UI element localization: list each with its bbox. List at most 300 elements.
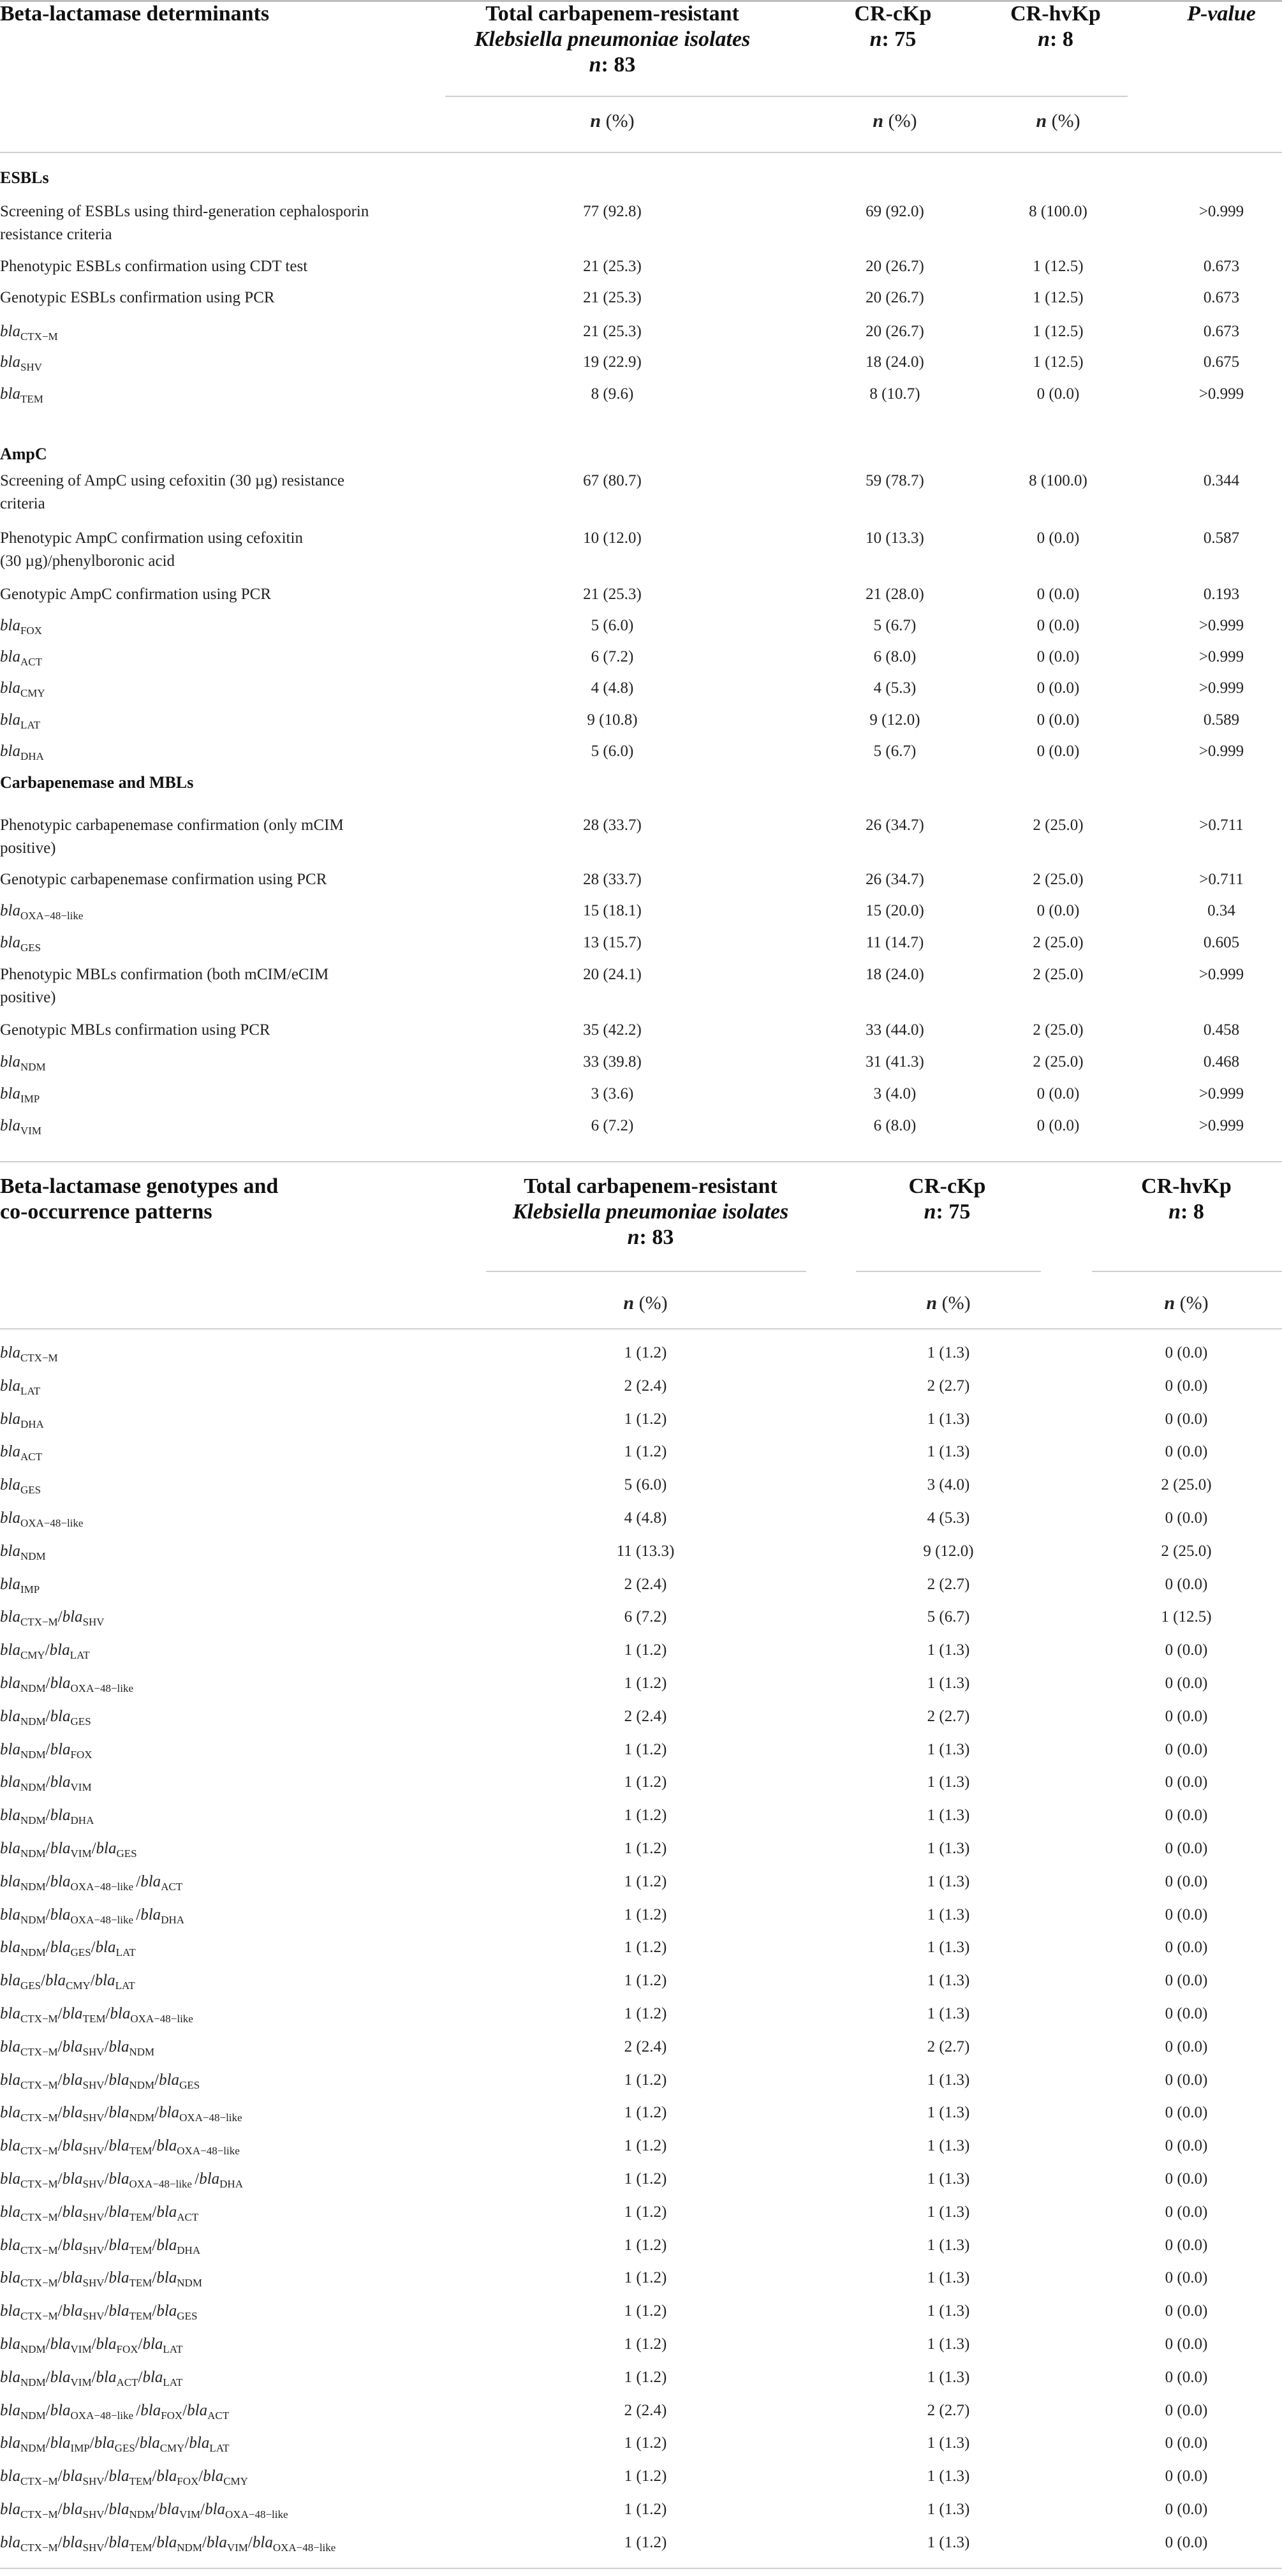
- gene-name: bla: [156, 2203, 177, 2221]
- row-label: Screening of ESBLs using third-generation cephalosporin: [0, 203, 369, 220]
- gene-subscript: TEM: [129, 2475, 152, 2487]
- cell-total: 5 (6.0): [591, 617, 634, 634]
- gene-subscript: SHV: [82, 2145, 105, 2157]
- gene-name: bla: [0, 1509, 20, 1527]
- gene-name: bla: [62, 2005, 83, 2022]
- cell-hv: 2 (25.0): [1161, 1476, 1212, 1493]
- gene-subscript: NDM: [20, 1715, 46, 1728]
- table-2-rule-total: [486, 1271, 806, 1272]
- cell-total: 1 (1.2): [624, 2534, 667, 2551]
- cell-ck: 1 (1.3): [927, 2534, 970, 2551]
- gene-subscript: CTX−M: [20, 2079, 58, 2091]
- genotype-label: bla$_{CTX-M}$/bla$_{SHV}$/bla$_{TEM}$/bla$_{NDM}$/bla$_{VIM}$/bla$_{OXA-48-like}$: [0, 2534, 336, 2554]
- cell-total: 1 (1.2): [624, 1972, 667, 1989]
- genotype-label: bla$_{CMY}$/bla$_{LAT}$: [0, 1641, 90, 1661]
- row-label: Genotypic ESBLs confirmation using PCR: [0, 289, 275, 306]
- gene-name: bla: [110, 2005, 131, 2022]
- gene-subscript: CMY: [20, 687, 45, 699]
- cell-hv: 0 (0.0): [1165, 2501, 1208, 2518]
- cell-ck: 11 (14.7): [866, 934, 924, 951]
- table-2-sub-ck: n (%): [926, 1292, 971, 1314]
- genotype-label: bla$_{CTX-M}$/bla$_{SHV}$/bla$_{TEM}$/bla$_{FOX}$/bla$_{CMY}$: [0, 2468, 248, 2487]
- gene-name: bla: [0, 1443, 20, 1460]
- gene-name: bla: [0, 648, 20, 665]
- genotype-label: bla$_{NDM}$/bla$_{GES}$: [0, 1708, 91, 1728]
- cell-total: 1 (1.2): [624, 2369, 667, 2386]
- cell-hv: 0 (0.0): [1036, 617, 1080, 634]
- genotype-label: bla$_{NDM}$/bla$_{VIM}$/bla$_{GES}$: [0, 1840, 137, 1860]
- cell-pvalue: 0.673: [1203, 258, 1240, 275]
- row-label: Genotypic carbapenemase confirmation using PCR: [0, 871, 327, 888]
- cell-total: 6 (7.2): [591, 648, 634, 665]
- cell-hv: 2 (25.0): [1033, 934, 1084, 951]
- gene-name: bla: [206, 2534, 227, 2551]
- gene-name: bla: [108, 2302, 129, 2320]
- gene-name: bla: [0, 353, 20, 371]
- gene-label: [0, 709, 40, 731]
- cell-hv: 0 (0.0): [1165, 1509, 1208, 1527]
- gene-name: bla: [0, 1543, 20, 1560]
- gene-subscript: VIM: [20, 1125, 42, 1137]
- gene-name: bla: [0, 1377, 20, 1395]
- table-1-label-header: Beta-lactamase determinants: [0, 2, 270, 26]
- cell-ck: 1 (1.3): [927, 1641, 970, 1659]
- cell-pvalue: 0.193: [1203, 586, 1240, 603]
- gene-name: bla: [0, 2269, 20, 2286]
- gene-subscript: OXA−48−like: [70, 1914, 136, 1926]
- cell-hv: 1 (12.5): [1033, 323, 1084, 340]
- cell-ck: 1 (1.3): [927, 1741, 970, 1758]
- gene-subscript: LAT: [20, 1385, 41, 1397]
- table-2-bottom-rule: [0, 2568, 1282, 2569]
- cell-ck: 18 (24.0): [866, 353, 924, 371]
- gene-name: bla: [0, 1576, 20, 1593]
- row-label: Genotypic AmpC confirmation using PCR: [0, 586, 271, 603]
- gene-subscript: LAT: [20, 719, 41, 731]
- gene-subscript: OXA−48−like: [272, 2542, 336, 2554]
- gene-name: bla: [108, 2501, 129, 2518]
- genotype-label: [0, 1409, 44, 1430]
- gene-name: bla: [108, 2468, 129, 2485]
- gene-label: [0, 1083, 40, 1105]
- table-2-rule-ck: [856, 1271, 1041, 1272]
- cell-pvalue: 0.344: [1203, 472, 1240, 489]
- cell-ck: 2 (2.7): [927, 1576, 970, 1593]
- gene-name: bla: [0, 2402, 20, 2419]
- gene-label: [0, 646, 42, 668]
- table-2-ck-header: CR-cKp n: 75: [908, 1174, 986, 1224]
- gene-name: bla: [62, 2137, 83, 2154]
- gene-subscript: IMP: [70, 2442, 90, 2454]
- cell-total: 9 (10.8): [587, 711, 638, 729]
- gene-subscript: NDM: [129, 2112, 155, 2124]
- gene-subscript: CTX−M: [20, 2112, 58, 2124]
- cell-total: 1 (1.2): [624, 1873, 667, 1890]
- genotype-label: bla$_{GES}$/bla$_{CMY}$/bla$_{LAT}$: [0, 1972, 135, 1992]
- gene-name: bla: [94, 2434, 115, 2452]
- cell-ck: 31 (41.3): [866, 1053, 924, 1070]
- genotype-label: bla$_{CTX-M}$/bla$_{SHV}$/bla$_{NDM}$/bla$_{OXA-48-like}$: [0, 2104, 242, 2124]
- cell-total: 1 (1.2): [624, 1939, 667, 1956]
- cell-ck: 1 (1.3): [927, 2203, 970, 2221]
- gene-name: bla: [108, 2203, 129, 2221]
- gene-name: bla: [0, 1476, 20, 1493]
- cell-hv: 2 (25.0): [1033, 1053, 1084, 1070]
- gene-name: bla: [0, 1807, 20, 1824]
- gene-subscript: LAT: [115, 1946, 136, 1958]
- cell-total: 1 (1.2): [624, 2071, 667, 2089]
- cell-total: 28 (33.7): [583, 817, 642, 834]
- gene-name: bla: [50, 1773, 71, 1791]
- gene-name: bla: [0, 1906, 20, 1923]
- gene-subscript: GES: [70, 1715, 91, 1728]
- table-2-sub-total: n (%): [623, 1292, 668, 1314]
- gene-subscript: SHV: [82, 1616, 105, 1628]
- gene-subscript: CTX−M: [20, 2013, 58, 2025]
- gene-subscript: TEM: [129, 2211, 152, 2223]
- gene-name: bla: [140, 1906, 161, 1923]
- cell-total: 2 (2.4): [624, 1377, 667, 1395]
- gene-subscript: FOX: [116, 2343, 138, 2355]
- gene-name: bla: [203, 2468, 224, 2485]
- genotype-label: bla$_{CTX-M}$/bla$_{SHV}$/bla$_{TEM}$/bla$_{NDM}$: [0, 2269, 202, 2289]
- gene-subscript: NDM: [20, 1881, 46, 1893]
- gene-subscript: ACT: [177, 2211, 199, 2223]
- gene-subscript: DHA: [177, 2244, 201, 2256]
- gene-name: bla: [62, 2237, 83, 2254]
- gene-subscript: NDM: [129, 2508, 155, 2520]
- gene-label: [0, 383, 43, 405]
- cell-pvalue: >0.999: [1198, 679, 1244, 697]
- gene-subscript: NDM: [20, 1914, 46, 1926]
- row-label: Phenotypic carbapenemase confirmation (only mCIM: [0, 817, 344, 834]
- table-1-subheader-rule: [0, 152, 1282, 153]
- cell-total: 28 (33.7): [583, 871, 642, 888]
- genotype-label: bla$_{CTX-M}$/bla$_{SHV}$/bla$_{TEM}$/bla$_{GES}$: [0, 2302, 198, 2322]
- cell-total: 1 (1.2): [624, 1410, 667, 1428]
- gene-subscript: NDM: [20, 2442, 46, 2454]
- gene-name: bla: [0, 934, 20, 951]
- cell-ck: 59 (78.7): [866, 472, 924, 489]
- gene-name: bla: [50, 2335, 71, 2353]
- cell-total: 1 (1.2): [624, 2501, 667, 2518]
- gene-name: bla: [0, 1410, 20, 1428]
- genotype-label: bla$_{NDM}$/bla$_{OXA-48-like}$ /bla$_{FOX}$/bla$_{ACT}$: [0, 2402, 230, 2422]
- table-1-ck-header: CR-cKp n: 75: [854, 2, 932, 51]
- gene-subscript: ACT: [207, 2409, 230, 2422]
- cell-hv: 0 (0.0): [1165, 1410, 1208, 1428]
- gene-label: [0, 1051, 46, 1073]
- cell-hv: 0 (0.0): [1165, 2170, 1208, 2187]
- gene-subscript: NDM: [20, 1946, 46, 1958]
- gene-subscript: VIM: [70, 2376, 92, 2388]
- cell-ck: 1 (1.3): [927, 2468, 970, 2485]
- cell-pvalue: >0.999: [1198, 617, 1244, 634]
- gene-subscript: DHA: [219, 2178, 243, 2190]
- row-label-cont: criteria: [0, 495, 45, 512]
- cell-ck: 8 (10.7): [869, 385, 920, 403]
- gene-name: bla: [0, 2369, 20, 2386]
- cell-ck: 33 (44.0): [866, 1021, 924, 1039]
- gene-subscript: ACT: [161, 1881, 183, 1893]
- cell-total: 1 (1.2): [624, 1840, 667, 1857]
- gene-name: bla: [0, 679, 20, 697]
- gene-subscript: SHV: [82, 2211, 105, 2223]
- cell-hv: 2 (25.0): [1033, 817, 1084, 834]
- table-1-header-rule: [445, 96, 1128, 97]
- gene-subscript: ACT: [116, 2376, 138, 2388]
- cell-total: 1 (1.2): [624, 2335, 667, 2353]
- cell-hv: 0 (0.0): [1165, 1807, 1208, 1824]
- genotype-label: bla$_{CTX-M}$/bla$_{SHV}$/bla$_{TEM}$/bla$_{DHA}$: [0, 2237, 201, 2256]
- gene-name: bla: [95, 1939, 116, 1956]
- gene-name: bla: [187, 2402, 208, 2419]
- genotype-label: [0, 1441, 42, 1463]
- gene-subscript: VIM: [179, 2508, 201, 2520]
- cell-pvalue: >0.711: [1199, 817, 1244, 834]
- gene-subscript: NDM: [20, 2343, 46, 2355]
- gene-subscript: CMY: [65, 1980, 91, 1992]
- gene-subscript: NDM: [129, 2046, 155, 2058]
- genotype-label: bla$_{NDM}$/bla$_{OXA-48-like}$ /bla$_{DHA}$: [0, 1906, 185, 1926]
- gene-name: bla: [0, 2468, 20, 2485]
- gene-name: bla: [0, 1641, 20, 1659]
- gene-subscript: TEM: [129, 2277, 152, 2289]
- gene-subscript: CTX−M: [20, 2046, 58, 2058]
- cell-ck: 1 (1.3): [927, 2501, 970, 2518]
- cell-hv: 0 (0.0): [1165, 1377, 1208, 1395]
- genotype-label: [0, 1507, 83, 1529]
- gene-subscript: SHV: [82, 2046, 105, 2058]
- gene-subscript: NDM: [20, 1781, 46, 1793]
- cell-hv: 0 (0.0): [1165, 2269, 1208, 2286]
- gene-name: bla: [0, 323, 20, 340]
- gene-name: bla: [49, 1641, 70, 1659]
- cell-hv: 0 (0.0): [1165, 1641, 1208, 1659]
- cell-ck: 1 (1.3): [927, 1410, 970, 1428]
- gene-name: bla: [50, 1840, 71, 1857]
- cell-ck: 21 (28.0): [866, 586, 924, 603]
- cell-pvalue: 0.458: [1203, 1021, 1240, 1039]
- gene-name: bla: [45, 1972, 66, 1989]
- gene-subscript: VIM: [70, 1847, 92, 1860]
- cell-ck: 1 (1.3): [927, 1807, 970, 1824]
- cell-total: 33 (39.8): [583, 1053, 642, 1070]
- gene-name: bla: [0, 2237, 20, 2254]
- cell-ck: 2 (2.7): [927, 2038, 970, 2055]
- gene-name: bla: [0, 2434, 20, 2452]
- gene-subscript: TEM: [129, 2542, 152, 2554]
- cell-hv: 0 (0.0): [1165, 1344, 1208, 1361]
- gene-subscript: NDM: [177, 2277, 202, 2289]
- gene-subscript: SHV: [82, 2542, 105, 2554]
- gene-subscript: GES: [70, 1946, 91, 1958]
- cell-hv: 0 (0.0): [1165, 1939, 1208, 1956]
- gene-label: [0, 677, 45, 699]
- gene-name: bla: [0, 1939, 20, 1956]
- cell-total: 5 (6.0): [591, 743, 634, 760]
- cell-ck: 1 (1.3): [927, 2137, 970, 2154]
- gene-subscript: LAT: [163, 2376, 183, 2388]
- cell-hv: 0 (0.0): [1036, 648, 1080, 665]
- cell-ck: 5 (6.7): [873, 617, 917, 634]
- cell-total: 2 (2.4): [624, 2402, 667, 2419]
- cell-total: 4 (4.8): [624, 1509, 667, 1527]
- gene-subscript: VIM: [70, 1781, 92, 1793]
- gene-name: bla: [62, 2038, 83, 2055]
- cell-ck: 1 (1.3): [927, 2335, 970, 2353]
- gene-name: bla: [0, 2104, 20, 2121]
- gene-name: bla: [156, 2302, 177, 2320]
- gene-subscript: NDM: [177, 2542, 202, 2554]
- cell-ck: 20 (26.7): [866, 289, 924, 306]
- gene-subscript: LAT: [163, 2343, 183, 2355]
- cell-hv: 0 (0.0): [1165, 2237, 1208, 2254]
- cell-ck: 6 (8.0): [873, 648, 917, 665]
- row-label-cont: resistance criteria: [0, 226, 112, 243]
- gene-name: bla: [0, 2071, 20, 2089]
- gene-subscript: CMY: [20, 1649, 45, 1661]
- gene-subscript: SHV: [82, 2244, 105, 2256]
- cell-total: 20 (24.1): [583, 966, 642, 983]
- genotype-label: [0, 1474, 41, 1496]
- cell-total: 1 (1.2): [624, 2005, 667, 2022]
- cell-pvalue: 0.673: [1203, 323, 1240, 340]
- gene-name: bla: [0, 385, 20, 403]
- cell-hv: 0 (0.0): [1036, 743, 1080, 760]
- gene-name: bla: [50, 1675, 71, 1692]
- cell-total: 1 (1.2): [624, 1675, 667, 1692]
- gene-subscript: OXA−48−like: [20, 1517, 84, 1529]
- cell-total: 1 (1.2): [624, 1906, 667, 1923]
- gene-subscript: CTX−M: [20, 2145, 58, 2157]
- gene-subscript: TEM: [129, 2145, 152, 2157]
- gene-name: bla: [94, 1972, 115, 1989]
- gene-subscript: SHV: [82, 2112, 105, 2124]
- table-1-sub-hv: n (%): [1036, 110, 1080, 131]
- gene-name: bla: [0, 1708, 20, 1725]
- gene-name: bla: [0, 2335, 20, 2353]
- cell-total: 1 (1.2): [624, 2203, 667, 2221]
- cell-ck: 1 (1.3): [927, 1840, 970, 1857]
- cell-ck: 1 (1.3): [927, 2071, 970, 2089]
- gene-subscript: CTX−M: [20, 2178, 58, 2190]
- gene-subscript: GES: [20, 1980, 41, 1992]
- table-2-subheader-rule: [0, 1328, 1282, 1329]
- section-carbapenemase-mbls: Carbapenemase and MBLs: [0, 773, 194, 792]
- gene-label: [0, 932, 41, 954]
- cell-ck: 2 (2.7): [927, 2402, 970, 2419]
- cell-hv: 0 (0.0): [1165, 1840, 1208, 1857]
- cell-total: 6 (7.2): [624, 1608, 667, 1625]
- table-1-bottom-rule: [0, 1161, 1282, 1162]
- gene-subscript: TEM: [129, 2310, 152, 2322]
- gene-name: bla: [140, 2402, 161, 2419]
- row-label-cont: positive): [0, 840, 56, 857]
- cell-total: 1 (1.2): [624, 1443, 667, 1460]
- genotype-label: bla$_{CTX-M}$/bla$_{TEM}$/bla$_{OXA-48-like}$: [0, 2005, 193, 2025]
- cell-total: 6 (7.2): [591, 1117, 634, 1134]
- gene-name: bla: [0, 2302, 20, 2320]
- gene-subscript: SHV: [82, 2079, 105, 2091]
- gene-name: bla: [50, 2369, 71, 2386]
- cell-total: 15 (18.1): [583, 902, 642, 919]
- cell-pvalue: >0.999: [1198, 966, 1244, 983]
- cell-hv: 0 (0.0): [1036, 385, 1080, 403]
- gene-name: bla: [0, 2170, 20, 2187]
- cell-pvalue: >0.999: [1198, 203, 1244, 220]
- gene-name: bla: [62, 2071, 83, 2089]
- gene-name: bla: [96, 2369, 117, 2386]
- cell-ck: 1 (1.3): [927, 2302, 970, 2320]
- cell-total: 1 (1.2): [624, 2302, 667, 2320]
- cell-hv: 0 (0.0): [1165, 1906, 1208, 1923]
- table-1-pvalue-header: P-value: [1187, 2, 1256, 26]
- cell-pvalue: 0.675: [1203, 353, 1240, 371]
- gene-subscript: CTX−M: [20, 330, 58, 343]
- gene-name: bla: [156, 2269, 177, 2286]
- cell-ck: 1 (1.3): [927, 1344, 970, 1361]
- gene-subscript: IMP: [20, 1583, 40, 1595]
- gene-subscript: FOX: [70, 1749, 92, 1761]
- gene-name: bla: [205, 2501, 226, 2518]
- genotype-label: [0, 1342, 58, 1364]
- cell-ck: 20 (26.7): [866, 258, 924, 275]
- gene-subscript: DHA: [70, 1814, 94, 1826]
- row-label: Phenotypic MBLs confirmation (both mCIM/eCIM: [0, 966, 329, 983]
- cell-pvalue: >0.999: [1198, 1117, 1244, 1134]
- gene-name: bla: [252, 2534, 273, 2551]
- cell-hv: 0 (0.0): [1165, 1576, 1208, 1593]
- gene-name: bla: [189, 2434, 210, 2452]
- gene-name: bla: [0, 2203, 20, 2221]
- gene-subscript: OXA−48−like: [179, 2112, 242, 2124]
- gene-name: bla: [0, 1773, 20, 1791]
- gene-name: bla: [0, 1117, 20, 1134]
- gene-name: bla: [50, 1741, 71, 1758]
- gene-subscript: NDM: [20, 2409, 46, 2422]
- genotype-label: bla$_{CTX-M}$/bla$_{SHV}$/bla$_{NDM}$: [0, 2038, 155, 2058]
- gene-name: bla: [108, 2269, 129, 2286]
- gene-subscript: OXA−48−like: [70, 2409, 136, 2422]
- cell-hv: 0 (0.0): [1036, 1117, 1080, 1134]
- gene-subscript: OXA−48−like: [225, 2508, 288, 2520]
- cell-hv: 0 (0.0): [1165, 1741, 1208, 1758]
- gene-name: bla: [159, 2104, 180, 2121]
- gene-label: [0, 352, 42, 373]
- cell-hv: 0 (0.0): [1165, 2071, 1208, 2089]
- gene-name: bla: [159, 2071, 180, 2089]
- cell-total: 1 (1.2): [624, 2170, 667, 2187]
- gene-subscript: CTX−M: [20, 2211, 58, 2223]
- row-label: Phenotypic AmpC confirmation using cefoxitin: [0, 529, 303, 547]
- gene-name: bla: [0, 1741, 20, 1758]
- cell-total: 35 (42.2): [583, 1021, 642, 1039]
- cell-hv: 0 (0.0): [1165, 1708, 1208, 1725]
- cell-ck: 2 (2.7): [927, 1377, 970, 1395]
- cell-ck: 5 (6.7): [927, 1608, 970, 1625]
- genotype-label: bla$_{NDM}$/bla$_{DHA}$: [0, 1807, 94, 1826]
- cell-total: 1 (1.2): [624, 1641, 667, 1659]
- cell-total: 2 (2.4): [624, 2038, 667, 2055]
- gene-subscript: GES: [20, 942, 41, 954]
- gene-name: bla: [0, 743, 20, 760]
- gene-subscript: CTX−M: [20, 2277, 58, 2289]
- gene-subscript: LAT: [70, 1649, 90, 1661]
- cell-total: 21 (25.3): [583, 258, 642, 275]
- gene-subscript: NDM: [20, 1682, 46, 1694]
- cell-ck: 1 (1.3): [927, 1873, 970, 1890]
